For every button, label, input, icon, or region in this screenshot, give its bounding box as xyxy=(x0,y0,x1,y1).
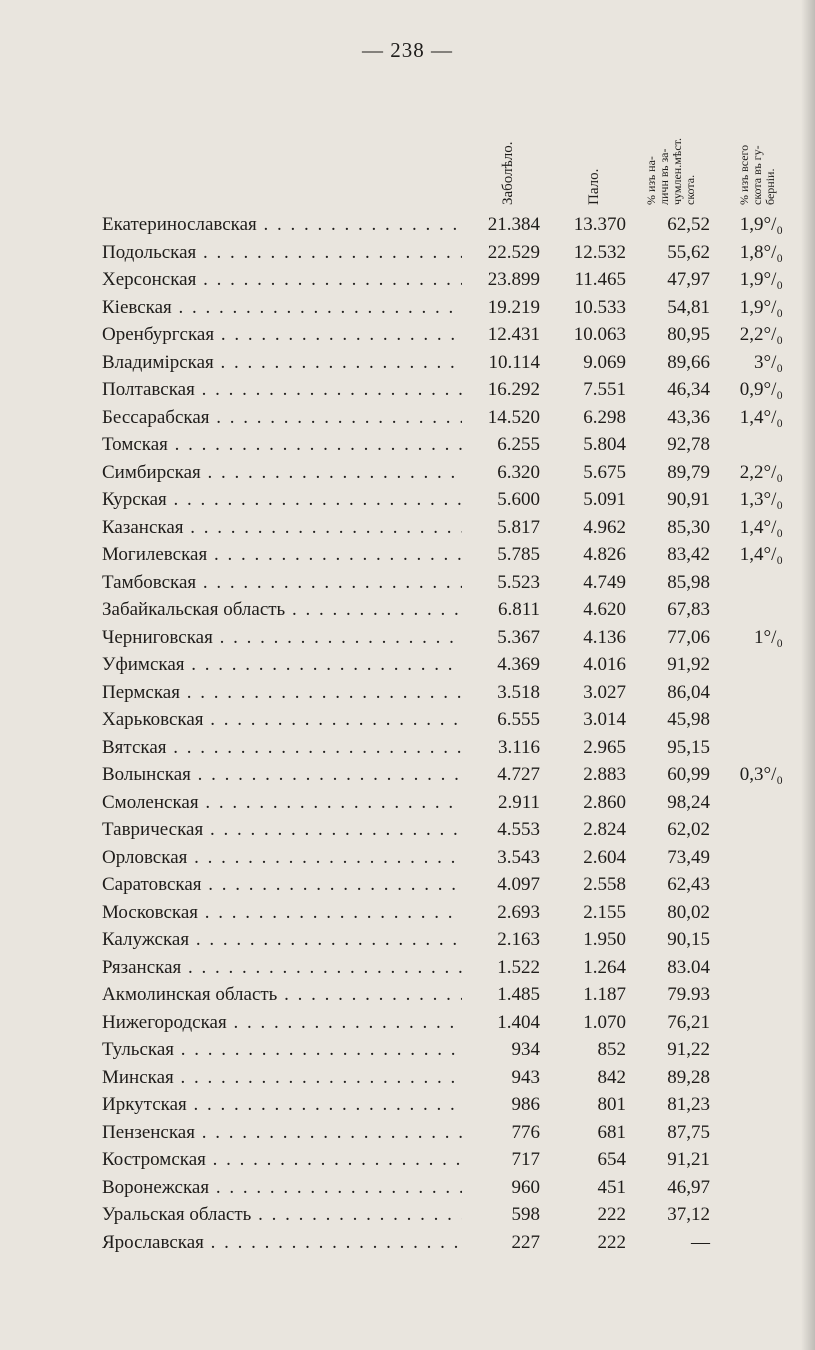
table-row xyxy=(0,1174,815,1202)
province-name: Акмолинская область . . . xyxy=(102,981,462,1009)
cell-pct-nalichnyi: 83.04 xyxy=(667,956,710,978)
cell-pct-nalichnyi: 55,62 xyxy=(667,241,710,263)
province-name: Калужская . . . xyxy=(102,926,462,954)
cell-zabolelo: 16.292 xyxy=(487,379,540,400)
cell-pct-nalichnyi: 80,02 xyxy=(667,901,710,923)
cell-palo: 9.069 xyxy=(583,351,626,373)
province-name: Костромская . . . xyxy=(102,1146,462,1174)
cell-pct-nalichnyi: 76,21 xyxy=(667,1011,710,1033)
cell-zabolelo: 598 xyxy=(511,1204,540,1225)
cell-palo: 451 xyxy=(597,1176,626,1198)
cell-pct-nalichnyi: 89,28 xyxy=(667,1066,710,1088)
cell-pct-vsego: 1,8°/₀ xyxy=(739,241,783,263)
cell-zabolelo: 3.518 xyxy=(497,681,540,703)
table-row xyxy=(0,1091,815,1119)
cell-pct-nalichnyi: 62,02 xyxy=(667,819,710,840)
cell-pct-vsego: 1,9°/₀ xyxy=(739,269,783,290)
cell-palo: 4.749 xyxy=(583,571,626,593)
cell-palo: 222 xyxy=(597,1231,626,1253)
cell-palo: 2.155 xyxy=(583,901,626,923)
cell-zabolelo: 4.369 xyxy=(497,654,540,675)
cell-pct-nalichnyi: 90,91 xyxy=(667,489,710,510)
table-row xyxy=(0,926,815,954)
cell-palo: 2.965 xyxy=(583,736,626,758)
table-row xyxy=(0,816,815,844)
cell-pct-nalichnyi: 87,75 xyxy=(667,1121,710,1143)
table-row xyxy=(0,624,815,652)
cell-palo: 4.962 xyxy=(583,516,626,538)
province-name: Херсонская . . . xyxy=(102,266,462,294)
cell-zabolelo: 22.529 xyxy=(487,241,540,263)
cell-pct-vsego: 1,9°/₀ xyxy=(739,296,783,318)
cell-pct-nalichnyi: 73,49 xyxy=(667,846,710,868)
cell-palo: 852 xyxy=(597,1039,626,1060)
cell-pct-nalichnyi: 86,04 xyxy=(667,681,710,703)
column-header-palo: Пало. xyxy=(586,168,602,205)
cell-pct-vsego: 0,9°/₀ xyxy=(739,379,783,400)
cell-zabolelo: 1.485 xyxy=(497,984,540,1005)
cell-pct-nalichnyi: 37,12 xyxy=(667,1204,710,1225)
cell-palo: 1.187 xyxy=(583,984,626,1005)
province-name: Курская . . . xyxy=(102,486,462,514)
cell-zabolelo: 960 xyxy=(511,1176,540,1198)
province-name: Оренбургская . . . xyxy=(102,321,462,349)
table-row xyxy=(0,321,815,349)
table-row xyxy=(0,266,815,294)
table-row xyxy=(0,486,815,514)
cell-pct-nalichnyi: 43,36 xyxy=(667,406,710,428)
province-name: Волынская . . . xyxy=(102,761,462,789)
column-header-pct-vsego: % изъ всего скота въ гу- берніи. xyxy=(737,144,777,205)
province-name: Бессарабская . . . xyxy=(102,404,462,432)
cell-zabolelo: 21.384 xyxy=(487,214,540,235)
cell-zabolelo: 6.811 xyxy=(497,599,540,620)
cell-zabolelo: 5.523 xyxy=(497,571,540,593)
province-name: Саратовская . . . xyxy=(102,871,462,899)
table-row xyxy=(0,871,815,899)
province-name: Забайкальская область . . . xyxy=(102,596,462,624)
cell-zabolelo: 6.555 xyxy=(497,709,540,730)
province-name: Таврическая . . . xyxy=(102,816,462,844)
cell-zabolelo: 3.543 xyxy=(497,846,540,868)
table-row xyxy=(0,376,815,404)
table-row xyxy=(0,734,815,762)
cell-zabolelo: 2.693 xyxy=(497,901,540,923)
province-name: Полтавская . . . xyxy=(102,376,462,404)
province-name: Уфимская . . . xyxy=(102,651,462,679)
table-header xyxy=(0,90,815,205)
province-name: Иркутская . . . xyxy=(102,1091,462,1119)
cell-palo: 13.370 xyxy=(573,214,626,235)
cell-zabolelo: 934 xyxy=(511,1039,540,1060)
table-row xyxy=(0,211,815,239)
table-row xyxy=(0,1229,815,1257)
table-row xyxy=(0,899,815,927)
cell-zabolelo: 5.600 xyxy=(497,489,540,510)
cell-palo: 2.824 xyxy=(583,819,626,840)
cell-zabolelo: 2.163 xyxy=(497,929,540,950)
cell-pct-nalichnyi: 91,92 xyxy=(667,654,710,675)
cell-pct-nalichnyi: 45,98 xyxy=(667,709,710,730)
table-row xyxy=(0,431,815,459)
cell-pct-nalichnyi: 91,21 xyxy=(667,1149,710,1170)
column-header-pct-nalichnyi: % изъ на- личн въ за- чумлен.мѣст. скота. xyxy=(644,138,697,205)
province-name: Вятская . . . xyxy=(102,734,462,762)
province-name: Московская . . . xyxy=(102,899,462,927)
cell-zabolelo: 776 xyxy=(511,1121,540,1143)
cell-palo: 222 xyxy=(597,1204,626,1225)
table-row xyxy=(0,1036,815,1064)
cell-pct-vsego: 1,3°/₀ xyxy=(739,489,783,510)
cell-pct-vsego: 1,4°/₀ xyxy=(739,544,783,565)
cell-pct-vsego: 1°/₀ xyxy=(753,626,783,648)
cell-zabolelo: 19.219 xyxy=(487,296,540,318)
cell-palo: 4.016 xyxy=(583,654,626,675)
cell-palo: 5.675 xyxy=(583,461,626,483)
page-number: — 238 — xyxy=(362,38,453,62)
cell-palo: 1.070 xyxy=(583,1011,626,1033)
cell-pct-nalichnyi: 79.93 xyxy=(667,984,710,1005)
cell-palo: 2.604 xyxy=(583,846,626,868)
cell-pct-nalichnyi: 89,79 xyxy=(667,461,710,483)
cell-zabolelo: 6.255 xyxy=(497,434,540,455)
cell-zabolelo: 14.520 xyxy=(487,406,540,428)
cell-palo: 3.014 xyxy=(583,709,626,730)
cell-palo: 842 xyxy=(597,1066,626,1088)
province-name: Харьковская . . . xyxy=(102,706,462,734)
cell-pct-nalichnyi: 91,22 xyxy=(667,1039,710,1060)
cell-zabolelo: 23.899 xyxy=(487,269,540,290)
table-row xyxy=(0,569,815,597)
cell-zabolelo: 3.116 xyxy=(497,736,540,758)
cell-pct-nalichnyi: 85,98 xyxy=(667,571,710,593)
cell-pct-nalichnyi: 62,52 xyxy=(667,214,710,235)
cell-zabolelo: 4.553 xyxy=(497,819,540,840)
cell-palo: 10.063 xyxy=(573,324,626,345)
table-row xyxy=(0,514,815,542)
cell-zabolelo: 4.727 xyxy=(497,764,540,785)
table-row xyxy=(0,679,815,707)
table-row xyxy=(0,1009,815,1037)
cell-pct-nalichnyi: 90,15 xyxy=(667,929,710,950)
table-row xyxy=(0,349,815,377)
province-name: Воронежская . . . xyxy=(102,1174,462,1202)
cell-palo: 1.264 xyxy=(583,956,626,978)
table-row xyxy=(0,651,815,679)
cell-zabolelo: 5.367 xyxy=(497,626,540,648)
province-name: Пензенская . . . xyxy=(102,1119,462,1147)
cell-palo: 2.558 xyxy=(583,874,626,895)
province-name: Минская . . . xyxy=(102,1064,462,1092)
cell-zabolelo: 2.911 xyxy=(497,791,540,813)
province-name: Кіевская . . . xyxy=(102,294,462,322)
cell-pct-nalichnyi: 92,78 xyxy=(667,434,710,455)
table-row xyxy=(0,1064,815,1092)
table-row xyxy=(0,294,815,322)
cell-pct-nalichnyi: 98,24 xyxy=(667,791,710,813)
cell-palo: 5.091 xyxy=(583,489,626,510)
cell-palo: 6.298 xyxy=(583,406,626,428)
cell-pct-nalichnyi: 60,99 xyxy=(667,764,710,785)
province-name: Владимірская . . . xyxy=(102,349,462,377)
province-name: Екатеринославская . . . xyxy=(102,211,462,239)
cell-pct-vsego: 1,4°/₀ xyxy=(739,406,783,428)
province-name: Тамбовская . . . xyxy=(102,569,462,597)
cell-zabolelo: 4.097 xyxy=(497,874,540,895)
table-row xyxy=(0,541,815,569)
cell-pct-nalichnyi: 62,43 xyxy=(667,874,710,895)
province-name: Казанская . . . xyxy=(102,514,462,542)
table-row xyxy=(0,459,815,487)
table-body xyxy=(0,211,815,1256)
cell-pct-nalichnyi: 81,23 xyxy=(667,1094,710,1115)
cell-pct-nalichnyi: 46,97 xyxy=(667,1176,710,1198)
province-name: Томская . . . xyxy=(102,431,462,459)
cell-palo: 4.620 xyxy=(583,599,626,620)
province-name: Орловская . . . xyxy=(102,844,462,872)
cell-zabolelo: 943 xyxy=(511,1066,540,1088)
province-name: Нижегородская . . . xyxy=(102,1009,462,1037)
cell-pct-nalichnyi: — xyxy=(691,1231,710,1253)
cell-palo: 10.533 xyxy=(573,296,626,318)
cell-palo: 3.027 xyxy=(583,681,626,703)
table-row xyxy=(0,1119,815,1147)
table-row xyxy=(0,596,815,624)
cell-pct-vsego: 1,9°/₀ xyxy=(739,214,783,235)
province-name: Тульская . . . xyxy=(102,1036,462,1064)
cell-zabolelo: 717 xyxy=(511,1149,540,1170)
table-row xyxy=(0,761,815,789)
cell-palo: 681 xyxy=(597,1121,626,1143)
cell-zabolelo: 6.320 xyxy=(497,461,540,483)
cell-zabolelo: 227 xyxy=(511,1231,540,1253)
cell-pct-nalichnyi: 47,97 xyxy=(667,269,710,290)
cell-pct-vsego: 2,2°/₀ xyxy=(739,461,783,483)
cell-pct-nalichnyi: 54,81 xyxy=(667,296,710,318)
province-name: Смоленская . . . xyxy=(102,789,462,817)
cell-pct-vsego: 2,2°/₀ xyxy=(739,324,783,345)
table-row xyxy=(0,706,815,734)
cell-palo: 11.465 xyxy=(574,269,626,290)
cell-pct-nalichnyi: 80,95 xyxy=(667,324,710,345)
cell-pct-vsego: 3°/₀ xyxy=(753,351,783,373)
cell-palo: 2.883 xyxy=(583,764,626,785)
table-row xyxy=(0,844,815,872)
cell-zabolelo: 986 xyxy=(511,1094,540,1115)
cell-palo: 4.826 xyxy=(583,544,626,565)
province-name: Рязанская . . . xyxy=(102,954,462,982)
province-name: Уральская область . . . xyxy=(102,1201,462,1229)
table-row xyxy=(0,789,815,817)
province-name: Могилевская . . . xyxy=(102,541,462,569)
cell-zabolelo: 10.114 xyxy=(488,351,540,373)
table-row xyxy=(0,239,815,267)
table-row xyxy=(0,1146,815,1174)
cell-pct-nalichnyi: 89,66 xyxy=(667,351,710,373)
cell-palo: 1.950 xyxy=(583,929,626,950)
cell-zabolelo: 12.431 xyxy=(487,324,540,345)
table-row xyxy=(0,1201,815,1229)
province-name: Подольская . . . xyxy=(102,239,462,267)
cell-palo: 12.532 xyxy=(573,241,626,263)
cell-pct-nalichnyi: 67,83 xyxy=(667,599,710,620)
cell-pct-vsego: 0,3°/₀ xyxy=(739,764,783,785)
cell-pct-nalichnyi: 85,30 xyxy=(667,516,710,538)
cell-palo: 654 xyxy=(597,1149,626,1170)
table-row xyxy=(0,404,815,432)
cell-pct-nalichnyi: 95,15 xyxy=(667,736,710,758)
column-header-zabolelo: Заболѣло. xyxy=(500,141,516,205)
cell-palo: 5.804 xyxy=(583,434,626,455)
cell-zabolelo: 5.817 xyxy=(497,516,540,538)
cell-palo: 7.551 xyxy=(583,379,626,400)
cell-palo: 801 xyxy=(597,1094,626,1115)
cell-zabolelo: 1.404 xyxy=(497,1011,540,1033)
cell-palo: 2.860 xyxy=(583,791,626,813)
cell-pct-nalichnyi: 77,06 xyxy=(667,626,710,648)
province-name: Черниговская . . . xyxy=(102,624,462,652)
cell-zabolelo: 5.785 xyxy=(497,544,540,565)
cell-pct-nalichnyi: 46,34 xyxy=(667,379,710,400)
table-row xyxy=(0,981,815,1009)
province-name: Пермская . . . xyxy=(102,679,462,707)
cell-pct-nalichnyi: 83,42 xyxy=(667,544,710,565)
cell-zabolelo: 1.522 xyxy=(497,956,540,978)
province-name: Симбирская . . . xyxy=(102,459,462,487)
cell-palo: 4.136 xyxy=(583,626,626,648)
province-name: Ярославская . . . xyxy=(102,1229,462,1257)
cell-pct-vsego: 1,4°/₀ xyxy=(739,516,783,538)
table-row xyxy=(0,954,815,982)
